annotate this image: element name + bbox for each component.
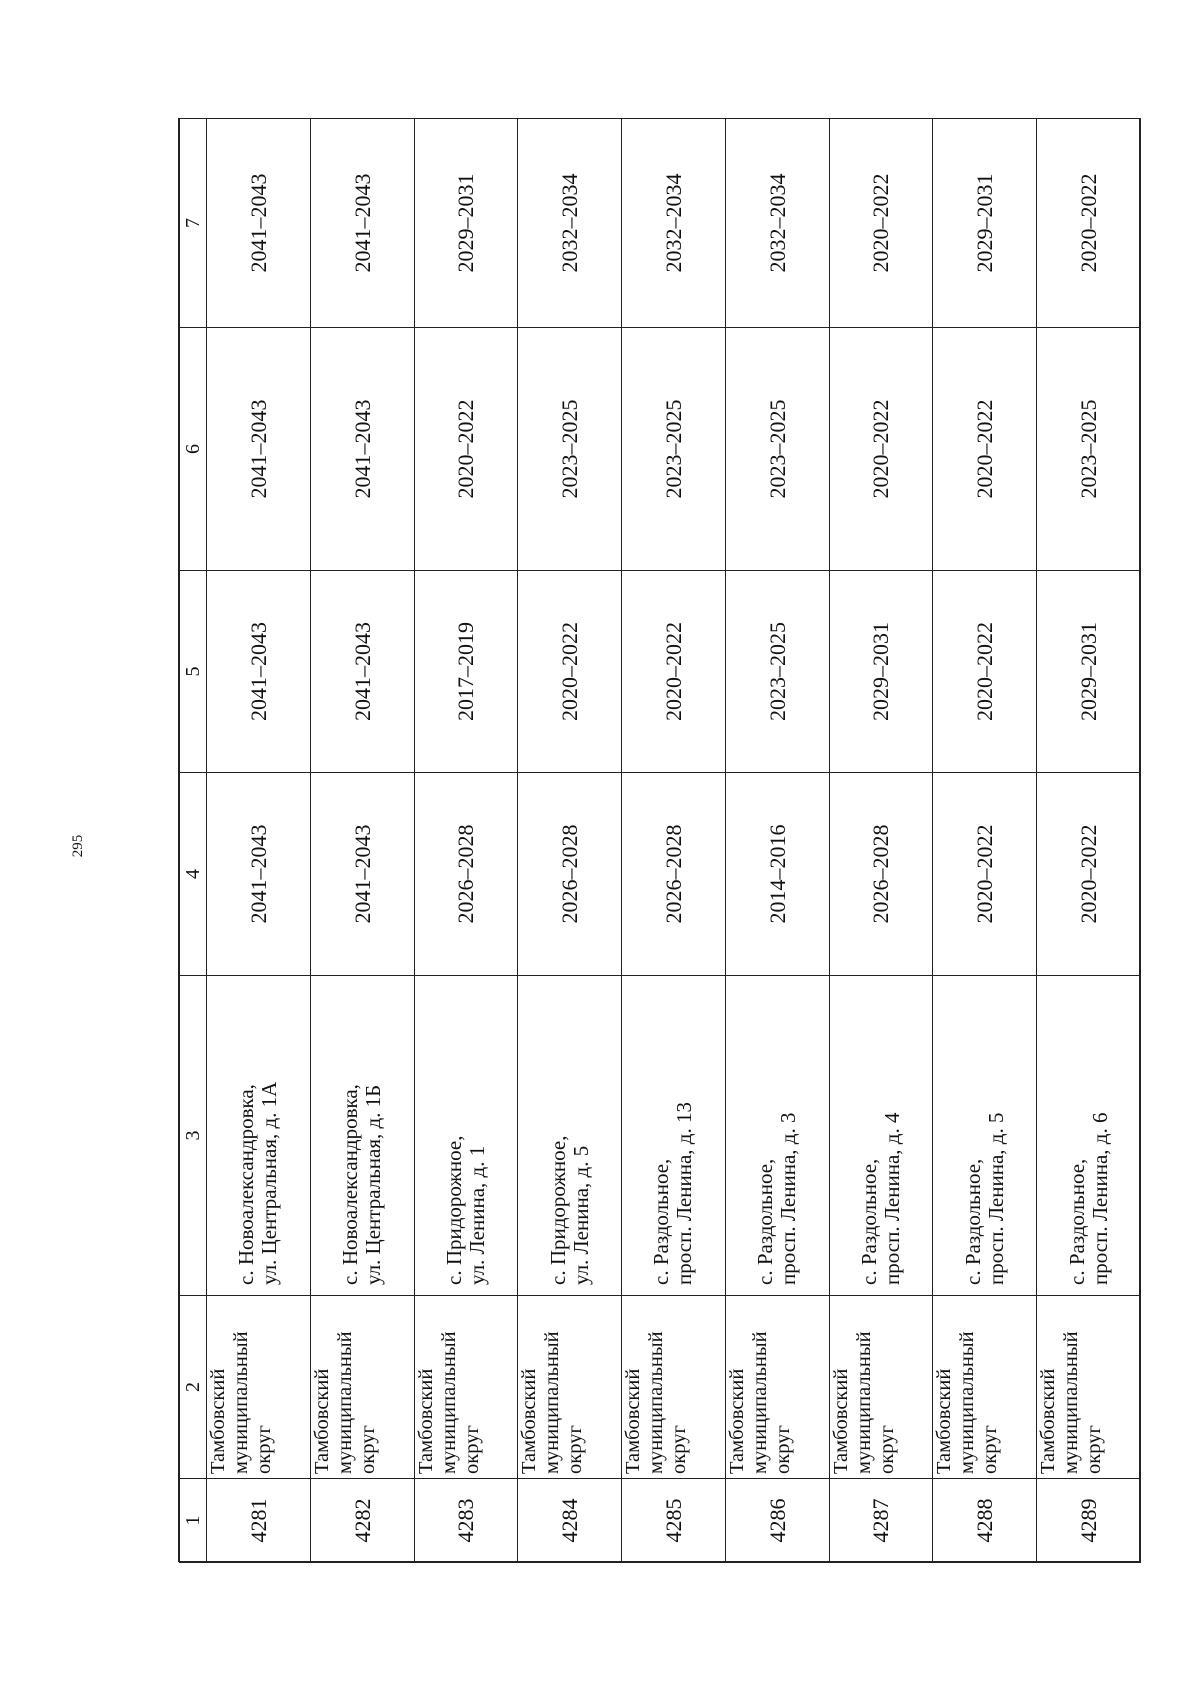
- district-cell: [933, 1296, 1037, 1479]
- district-line: Тамбовский: [414, 1368, 437, 1474]
- address-line: ул. Центральная, д. 1А: [257, 1081, 282, 1285]
- district-cell: [622, 1296, 726, 1479]
- schedule-table: [179, 118, 1141, 1563]
- period-cell-c6: 2023–2025: [725, 328, 829, 571]
- address-line: с. Раздольное,: [1064, 1158, 1089, 1285]
- table-row: [1037, 119, 1141, 1563]
- column-header: 5: [180, 571, 207, 773]
- district-line: округ: [1083, 1425, 1106, 1474]
- period-cell-c7: 2032–2034: [622, 119, 726, 328]
- district-line: Тамбовский: [518, 1368, 541, 1474]
- period-cell-c4: 2020–2022: [1037, 773, 1141, 976]
- district-line: муниципальный: [333, 1331, 356, 1474]
- district-cell: [725, 1296, 829, 1479]
- period-cell-c5: 2020–2022: [518, 571, 622, 773]
- column-header: 3: [180, 976, 207, 1296]
- address-line: ул. Ленина, д. 5: [568, 1145, 593, 1285]
- table-row: [622, 119, 726, 1563]
- district-line: муниципальный: [541, 1331, 564, 1474]
- district-line: муниципальный: [748, 1331, 771, 1474]
- district-line: муниципальный: [1060, 1331, 1083, 1474]
- address-line: с. Придорожное,: [545, 1135, 570, 1285]
- address-line: с. Придорожное,: [441, 1135, 466, 1285]
- period-cell-c7: 2041–2043: [310, 119, 414, 328]
- address-cell: [414, 976, 518, 1296]
- table-row: [518, 119, 622, 1563]
- table-row: [829, 119, 933, 1563]
- period-cell-c7: 2020–2022: [1037, 119, 1141, 328]
- district-cell: [829, 1296, 933, 1479]
- address-cell: [933, 976, 1037, 1296]
- period-cell-c5: 2029–2031: [1037, 571, 1141, 773]
- period-cell-c5: 2029–2031: [829, 571, 933, 773]
- period-cell-c5: 2041–2043: [207, 571, 311, 773]
- address-line: просп. Ленина, д. 6: [1087, 1112, 1112, 1285]
- address-cell: [725, 976, 829, 1296]
- district-line: округ: [979, 1425, 1002, 1474]
- row-number-cell: 4285: [622, 1479, 726, 1563]
- address-cell: [622, 976, 726, 1296]
- column-header: 6: [180, 328, 207, 571]
- row-number-cell: 4282: [310, 1479, 414, 1563]
- district-line: округ: [460, 1425, 483, 1474]
- table-row: [725, 119, 829, 1563]
- address-line: ул. Центральная, д. 1Б: [361, 1084, 386, 1285]
- row-number-cell: 4289: [1037, 1479, 1141, 1563]
- address-line: ул. Ленина, д. 1: [464, 1145, 489, 1285]
- row-number-cell: 4283: [414, 1479, 518, 1563]
- column-header: 4: [180, 773, 207, 976]
- period-cell-c5: 2023–2025: [725, 571, 829, 773]
- period-cell-c7: 2032–2034: [725, 119, 829, 328]
- period-cell-c4: 2020–2022: [933, 773, 1037, 976]
- address-line: просп. Ленина, д. 5: [983, 1112, 1008, 1285]
- table-row: [414, 119, 518, 1563]
- row-number-cell: 4286: [725, 1479, 829, 1563]
- address-line: с. Раздольное,: [856, 1158, 881, 1285]
- district-cell: [207, 1296, 311, 1479]
- column-header: 7: [180, 119, 207, 328]
- address-cell: [1037, 976, 1141, 1296]
- table-row: [207, 119, 311, 1563]
- district-line: муниципальный: [437, 1331, 460, 1474]
- column-number-header-row: [180, 119, 207, 1563]
- address-line: с. Раздольное,: [960, 1158, 985, 1285]
- period-cell-c7: 2041–2043: [207, 119, 311, 328]
- period-cell-c4: 2041–2043: [207, 773, 311, 976]
- district-line: округ: [356, 1425, 379, 1474]
- row-number-cell: 4281: [207, 1479, 311, 1563]
- address-line: с. Раздольное,: [753, 1158, 778, 1285]
- address-cell: [518, 976, 622, 1296]
- period-cell-c6: 2023–2025: [622, 328, 726, 571]
- period-cell-c7: 2032–2034: [518, 119, 622, 328]
- district-line: округ: [253, 1425, 275, 1474]
- district-cell: [310, 1296, 414, 1479]
- period-cell-c4: 2026–2028: [414, 773, 518, 976]
- district-line: округ: [771, 1425, 794, 1474]
- period-cell-c4: 2014–2016: [725, 773, 829, 976]
- row-number-cell: 4284: [518, 1479, 622, 1563]
- district-line: муниципальный: [852, 1331, 875, 1474]
- period-cell-c7: 2029–2031: [933, 119, 1037, 328]
- row-number-cell: 4288: [933, 1479, 1037, 1563]
- table-row: [310, 119, 414, 1563]
- period-cell-c5: 2020–2022: [622, 571, 726, 773]
- period-cell-c7: 2020–2022: [829, 119, 933, 328]
- period-cell-c6: 2020–2022: [829, 328, 933, 571]
- period-cell-c6: 2023–2025: [1037, 328, 1141, 571]
- address-cell: [207, 976, 311, 1296]
- period-cell-c7: 2029–2031: [414, 119, 518, 328]
- district-line: Тамбовский: [829, 1368, 852, 1474]
- address-line: с. Новоалександровка,: [234, 1084, 259, 1285]
- column-header: 1: [180, 1479, 207, 1563]
- address-line: просп. Ленина, д. 13: [672, 1102, 697, 1285]
- period-cell-c5: 2017–2019: [414, 571, 518, 773]
- address-cell: [829, 976, 933, 1296]
- schedule-table-frame: [178, 118, 1140, 1562]
- rotated-table-container: [179, 119, 1141, 1563]
- period-cell-c4: 2041–2043: [310, 773, 414, 976]
- period-cell-c5: 2020–2022: [933, 571, 1037, 773]
- period-cell-c6: 2041–2043: [310, 328, 414, 571]
- period-cell-c4: 2026–2028: [518, 773, 622, 976]
- period-cell-c6: 2020–2022: [933, 328, 1037, 571]
- address-line: просп. Ленина, д. 3: [776, 1112, 801, 1285]
- district-cell: [518, 1296, 622, 1479]
- district-line: муниципальный: [230, 1331, 252, 1474]
- district-line: муниципальный: [956, 1331, 979, 1474]
- district-cell: [414, 1296, 518, 1479]
- period-cell-c4: 2026–2028: [622, 773, 726, 976]
- row-number-cell: 4287: [829, 1479, 933, 1563]
- period-cell-c6: 2041–2043: [207, 328, 311, 571]
- district-line: Тамбовский: [622, 1368, 645, 1474]
- address-line: с. Новоалександровка,: [338, 1084, 363, 1285]
- address-line: просп. Ленина, д. 4: [879, 1112, 904, 1285]
- district-line: Тамбовский: [933, 1368, 956, 1474]
- district-line: округ: [875, 1425, 898, 1474]
- district-cell: [1037, 1296, 1141, 1479]
- district-line: округ: [564, 1425, 587, 1474]
- district-line: Тамбовский: [310, 1368, 333, 1474]
- district-line: Тамбовский: [207, 1368, 229, 1474]
- period-cell-c5: 2041–2043: [310, 571, 414, 773]
- period-cell-c4: 2026–2028: [829, 773, 933, 976]
- district-line: Тамбовский: [725, 1368, 748, 1474]
- district-line: округ: [668, 1425, 691, 1474]
- district-line: Тамбовский: [1037, 1368, 1060, 1474]
- column-header: 2: [180, 1296, 207, 1479]
- page-number: 295: [70, 834, 86, 858]
- district-line: муниципальный: [645, 1331, 668, 1474]
- address-cell: [310, 976, 414, 1296]
- table-row: [933, 119, 1037, 1563]
- period-cell-c6: 2020–2022: [414, 328, 518, 571]
- period-cell-c6: 2023–2025: [518, 328, 622, 571]
- address-line: с. Раздольное,: [649, 1158, 674, 1285]
